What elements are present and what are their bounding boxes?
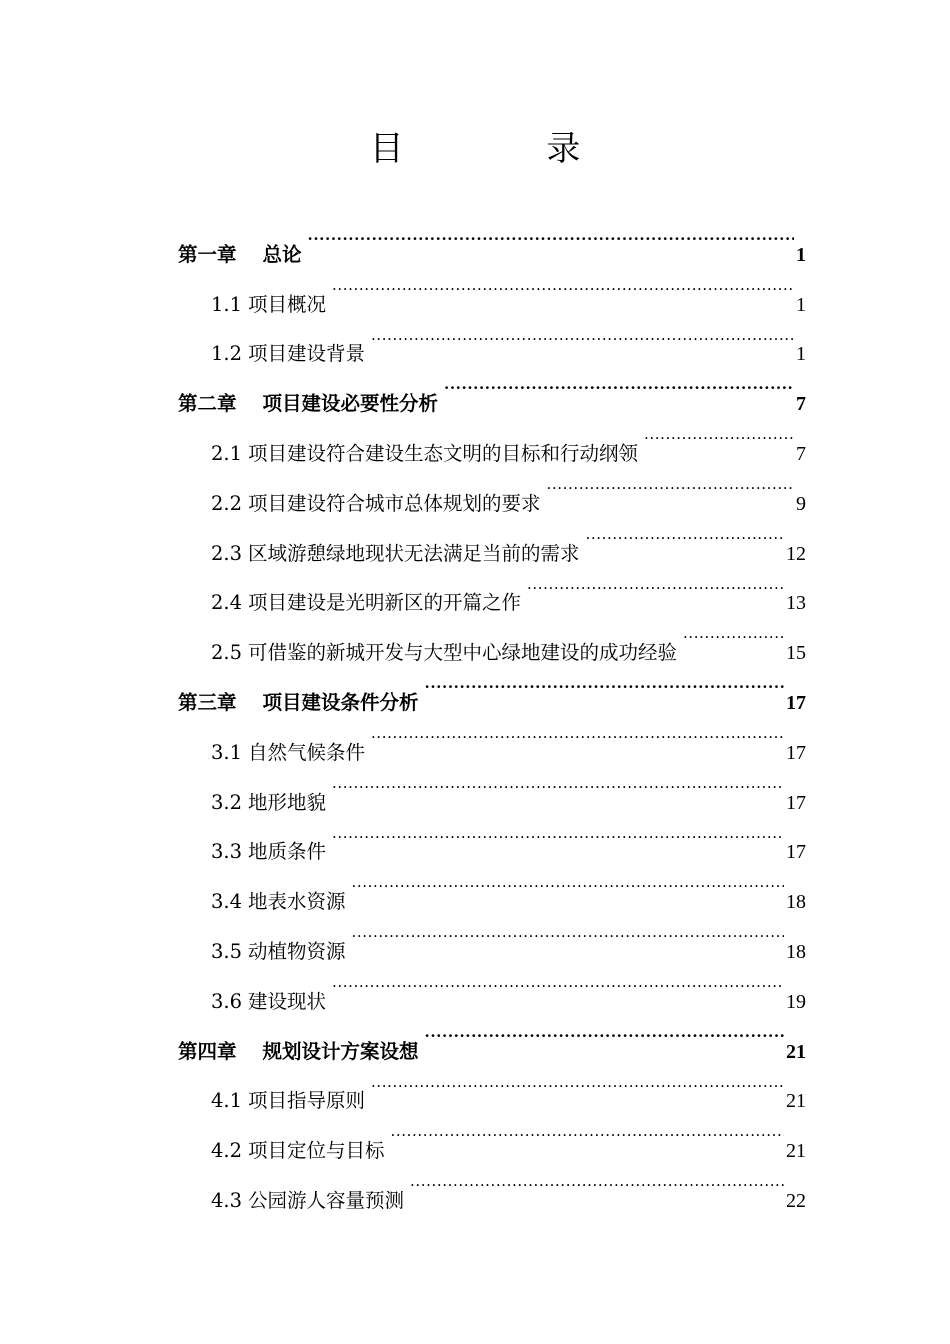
toc-entry-number: 2.1 — [211, 441, 243, 465]
toc-entry-number: 4.2 — [211, 1139, 243, 1163]
toc-entry-heading — [211, 778, 326, 828]
toc-entry-label: 建设现状 — [248, 989, 327, 1013]
toc-leader-dots — [425, 1008, 784, 1058]
toc-leader-dots — [371, 311, 794, 361]
toc-leader-dots — [410, 1157, 784, 1207]
toc-page-number: 17 — [786, 791, 806, 814]
toc-entry-label: 项目指导原则 — [248, 1089, 366, 1113]
toc-entry-heading — [211, 1176, 404, 1226]
toc-leader-dots — [644, 410, 794, 460]
toc-entry-number: 第四章 — [178, 1039, 237, 1063]
toc-leader-dots — [683, 609, 784, 659]
toc-entry-number: 2.5 — [211, 641, 243, 665]
toc-entry-number: 2.4 — [211, 591, 243, 615]
toc-entry-label: 项目建设符合建设生态文明的目标和行动纲领 — [248, 441, 639, 465]
toc-entry-label: 自然气候条件 — [248, 740, 366, 764]
toc-page-number: 1 — [796, 243, 806, 266]
toc-page-number: 15 — [786, 642, 806, 665]
toc-entry-label: 项目建设条件分析 — [262, 690, 419, 714]
toc-leader-dots — [391, 1107, 784, 1157]
toc-entry-heading — [211, 877, 346, 927]
toc-entry-label: 项目定位与目标 — [248, 1139, 385, 1163]
toc-leader-dots — [527, 560, 784, 610]
toc-page-number: 9 — [796, 492, 806, 515]
toc-leader-dots — [332, 759, 784, 809]
toc-entry-heading — [211, 329, 365, 379]
toc-list — [178, 211, 806, 1212]
toc-page-number: 18 — [786, 940, 806, 963]
toc-entry-number: 4.1 — [211, 1089, 243, 1113]
toc-entry-label: 区域游憩绿地现状无法满足当前的需求 — [248, 541, 580, 565]
toc-page-number: 22 — [786, 1189, 806, 1212]
toc-chapter-entry[interactable] — [178, 211, 806, 266]
toc-page-number: 1 — [796, 293, 806, 316]
toc-page-number: 17 — [786, 691, 806, 714]
toc-entry-label: 地形地貌 — [248, 790, 327, 814]
toc-page-number: 7 — [796, 442, 806, 465]
toc-entry-heading — [211, 1126, 385, 1176]
toc-leader-dots — [371, 709, 784, 759]
toc-page-number: 1 — [796, 343, 806, 366]
toc-leader-dots — [352, 858, 784, 908]
toc-entry-label: 项目建设符合城市总体规划的要求 — [248, 491, 541, 515]
toc-leader-dots — [332, 958, 784, 1008]
toc-entry-number: 第三章 — [178, 690, 237, 714]
toc-entry-number: 4.3 — [211, 1188, 243, 1212]
toc-entry-number: 3.1 — [211, 740, 243, 764]
toc-entry-label: 地质条件 — [248, 840, 327, 864]
toc-entry-number: 2.2 — [211, 491, 243, 515]
toc-page-number: 7 — [796, 393, 806, 416]
toc-entry-heading — [211, 479, 541, 529]
toc-leader-dots — [332, 809, 784, 859]
toc-page-number: 12 — [786, 542, 806, 565]
toc-entry-heading — [211, 529, 580, 579]
toc-title: 目 录 — [369, 128, 647, 169]
toc-leader-dots — [425, 659, 784, 709]
toc-entry-label: 项目概况 — [248, 292, 327, 316]
toc-page-number: 21 — [786, 1040, 806, 1063]
toc-entry-heading — [211, 578, 521, 628]
toc-entry-heading — [211, 977, 326, 1027]
toc-entry-heading — [211, 1076, 365, 1126]
toc-entry-number: 2.3 — [211, 541, 243, 565]
toc-entry-label: 规划设计方案设想 — [262, 1039, 419, 1063]
toc-entry-label: 动植物资源 — [248, 939, 346, 963]
toc-entry-heading — [211, 927, 346, 977]
toc-entry-number: 第二章 — [178, 392, 237, 416]
toc-entry-number: 3.3 — [211, 840, 243, 864]
toc-page-number: 21 — [786, 1140, 806, 1163]
toc-page-number: 17 — [786, 741, 806, 764]
toc-entry-number: 3.5 — [211, 939, 243, 963]
toc-page-number: 21 — [786, 1090, 806, 1113]
toc-page-number: 17 — [786, 841, 806, 864]
toc-entry-number: 1.1 — [211, 292, 243, 316]
toc-leader-dots — [547, 460, 794, 510]
toc-entry-number: 3.4 — [211, 890, 243, 914]
toc-entry-heading — [211, 827, 326, 877]
toc-leader-dots — [444, 360, 794, 410]
toc-leader-dots — [371, 1058, 784, 1108]
toc-entry-label: 地表水资源 — [248, 890, 346, 914]
toc-entry-heading — [178, 379, 438, 429]
toc-page-number: 13 — [786, 592, 806, 615]
toc-page-number: 18 — [786, 891, 806, 914]
toc-entry-label: 项目建设必要性分析 — [262, 392, 439, 416]
toc-leader-dots — [352, 908, 784, 958]
toc-leader-dots — [586, 510, 784, 560]
toc-entry-heading — [211, 280, 326, 330]
toc-entry-number: 1.2 — [211, 342, 243, 366]
toc-entry-label: 项目建设背景 — [248, 342, 366, 366]
toc-leader-dots — [332, 261, 794, 311]
toc-entry-heading — [178, 230, 302, 280]
toc-entry-number: 第一章 — [178, 242, 237, 266]
toc-leader-dots — [308, 211, 794, 261]
toc-entry-number: 3.6 — [211, 989, 243, 1013]
toc-page-number: 19 — [786, 990, 806, 1013]
toc-entry-label: 总论 — [262, 242, 302, 266]
toc-entry-label: 公园游人容量预测 — [248, 1188, 405, 1212]
toc-entry-label: 项目建设是光明新区的开篇之作 — [248, 591, 522, 615]
toc-entry-label: 可借鉴的新城开发与大型中心绿地建设的成功经验 — [248, 641, 678, 665]
toc-entry-number: 3.2 — [211, 790, 243, 814]
